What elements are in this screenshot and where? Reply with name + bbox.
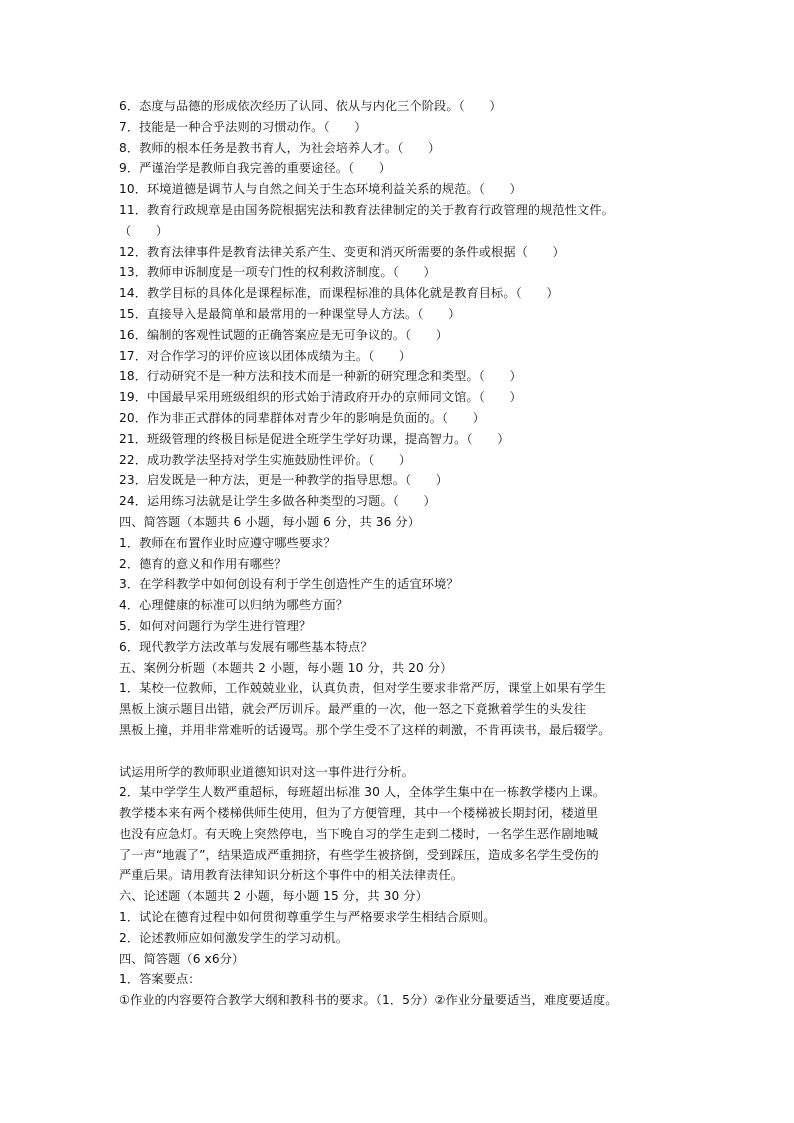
question-23: 23．启发既是一种方法，更是一种教学的指导思想。（ ） [119, 473, 449, 488]
question-22: 22．成功教学法坚持对学生实施鼓励性评价。（ ） [119, 452, 412, 467]
section-heading-essay: 六、论述题（本题共 2 小题，每小题 15 分，共 30 分） [119, 889, 428, 904]
short-answer-3: 3．在学科教学中如何创设有利于学生创造性产生的适宜环境？ [119, 577, 459, 592]
question-10: 10．环境道德是调节人与自然之间关于生态环境利益关系的规范。（ ） [119, 182, 522, 197]
essay-1: 1．试论在德育过程中如何贯彻尊重学生与严格要求学生相结合原则。 [119, 910, 496, 925]
question-8: 8．教师的根本任务是教书育人，为社会培养人才。（ ） [119, 140, 441, 155]
question-11: 11．教育行政规章是由国务院根据宪法和教育法律制定的关于教育行政管理的规范性文件。 [119, 202, 614, 217]
case-1-line-1: 1．某校一位教师，工作兢兢业业，认真负责，但对学生要求非常严厉，课堂上如果有学生 [119, 681, 607, 696]
case-2-line-5: 严重后果。请用教育法律知识分析这个事件中的相关法律责任。 [119, 868, 464, 883]
case-2-line-2: 教学楼本来有两个楼梯供师生使用，但为了方便管理，其中一个楼梯被长期封闭，楼道里 [119, 806, 599, 821]
question-21: 21．班级管理的终极目标是促进全班学生学好功课，提高智力。（ ） [119, 431, 510, 446]
short-answer-1: 1．教师在布置作业时应遵守哪些要求？ [119, 535, 336, 550]
question-15: 15．直接导入是最简单和最常用的一种课堂导人方法。（ ） [119, 306, 461, 321]
question-13: 13．教师申诉制度是一项专门性的权利救济制度。（ ） [119, 265, 436, 280]
question-9: 9．严谨治学是教师自我完善的重要途径。（ ） [119, 161, 392, 176]
answer-1-text: ①作业的内容要符合教学大纲和教科书的要求。（1．5分）②作业分量要适当，难度要适度。 [119, 993, 618, 1008]
question-6: 6．态度与品德的形成依次经历了认同、依从与内化三个阶段。（ ） [119, 99, 502, 113]
question-19: 19．中国最早采用班级组织的形式始于清政府开办的京师同文馆。（ ） [119, 390, 522, 405]
case-1-line-2: 黑板上演示题目出错，就会严厉训斥。最严重的一次，他一怒之下竟揪着学生的头发往 [119, 702, 586, 717]
question-16: 16．编制的客观性试题的正确答案应是无可争议的。（ ） [119, 327, 449, 342]
section-heading-short-answer: 四、简答题（本题共 6 小题，每小题 6 分，共 36 分） [119, 514, 421, 529]
short-answer-2: 2．德育的意义和作用有哪些？ [119, 556, 287, 571]
question-20: 20．作为非正式群体的同辈群体对青少年的影响是负面的。（ ） [119, 410, 485, 425]
case-2-line-4: 了一声“地震了”，结果造成严重拥挤，有些学生被挤倒，受到踩压，造成多名学生受伤的 [119, 847, 599, 862]
short-answer-6: 6．现代教学方法改革与发展有哪些基本特点？ [119, 639, 373, 654]
blank-line [119, 741, 679, 762]
case-1-prompt: 试运用所学的教师职业道德知识对这一事件进行分析。 [119, 764, 414, 779]
essay-2: 2．论述教师应如何激发学生的学习动机。 [119, 930, 349, 945]
case-2-line-1: 2．某中学学生人数严重超标，每班超出标准 30 人，全体学生集中在一栋教学楼内上课。 [119, 785, 606, 800]
answer-1-heading: 1．答案要点： [119, 972, 201, 987]
answer-section-heading: 四、简答题（6 x6分） [119, 951, 245, 966]
question-11-blank: （ ） [119, 223, 169, 238]
question-24: 24．运用练习法就是让学生多做各种类型的习题。（ ） [119, 494, 436, 509]
question-12: 12．教育法律事件是教育法律关系产生、变更和消灭所需要的条件或根据（ ） [119, 244, 565, 259]
short-answer-4: 4．心理健康的标准可以归纳为哪些方面？ [119, 598, 349, 613]
question-14: 14．教学目标的具体化是课程标准，而课程标准的具体化就是教育目标。（ ） [119, 286, 559, 301]
question-17: 17．对合作学习的评价应该以团体成绩为主。（ ） [119, 348, 412, 363]
case-2-line-3: 也没有应急灯。有天晚上突然停电，当下晚自习的学生走到二楼时，一名学生恶作剧地喊 [119, 826, 599, 841]
case-1-line-3: 黑板上撞，并用非常难听的话谩骂。那个学生受不了这样的刺激，不肯再读书，最后辍学。 [119, 722, 611, 737]
short-answer-5: 5．如何对问题行为学生进行管理？ [119, 618, 312, 633]
section-heading-case-analysis: 五、案例分析题（本题共 2 小题，每小题 10 分，共 20 分） [119, 660, 453, 675]
document-body [119, 96, 679, 1011]
question-18: 18．行动研究不是一种方法和技术而是一种新的研究理念和类型。（ ） [119, 369, 522, 384]
question-7: 7．技能是一种合乎法则的习惯动作。（ ） [119, 119, 367, 134]
